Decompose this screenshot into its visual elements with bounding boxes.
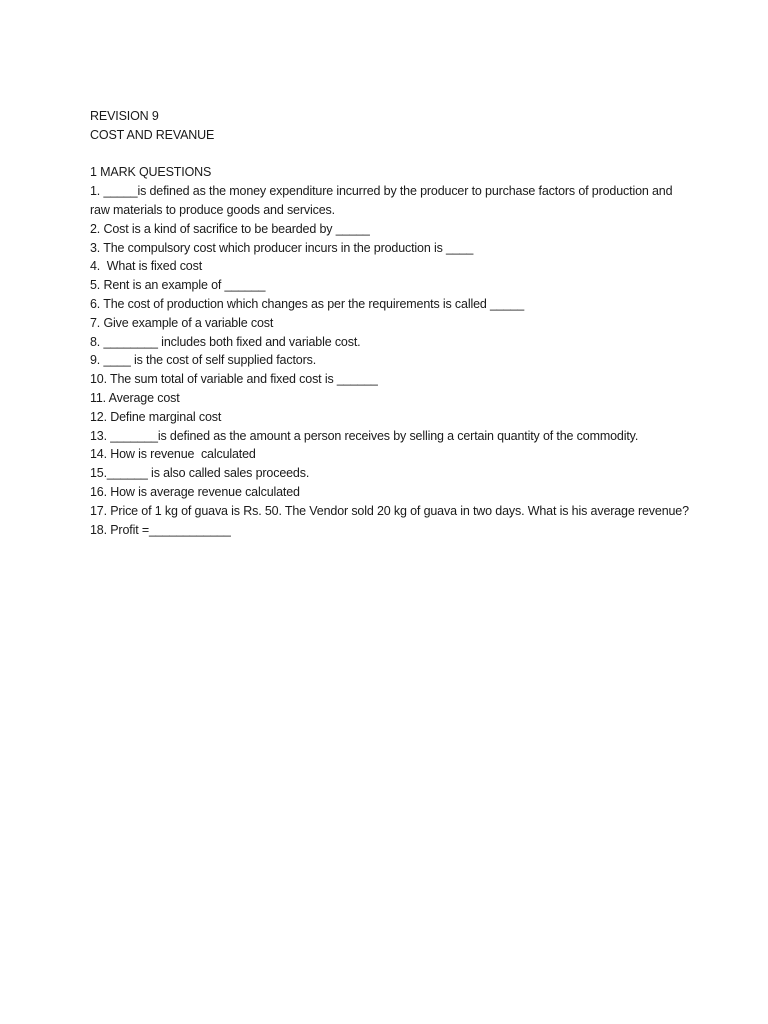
question-13: 13. _______is defined as the amount a person receives by selling a certain quantity of the commodity. [90,428,639,443]
question-9: 9. ____ is the cost of self supplied factors. [90,353,317,368]
question-2: 2. Cost is a kind of sacrifice to be bearded by _____ [90,221,370,236]
question-16: 16. How is average revenue calculated [90,484,300,499]
question-4: 4. What is fixed cost [90,259,203,274]
question-8: 8. ________ includes both fixed and variable cost. [90,334,361,349]
question-7: 7. Give example of a variable cost [90,315,274,330]
spacer [90,145,690,164]
question-14: 14. How is revenue calculated [90,447,256,462]
question-12: 12. Define marginal cost [90,409,222,424]
document-subtitle: COST AND REVANUE [90,127,215,142]
question-3: 3. The compulsory cost which producer incurs in the production is ____ [90,240,474,255]
question-15: 15.______ is also called sales proceeds. [90,466,310,481]
document-title: REVISION 9 [90,109,159,123]
question-10: 10. The sum total of variable and fixed cost is ______ [90,372,378,387]
question-1: 1. _____is defined as the money expenditure incurred by the producer to purchase factors of production and raw materials to produce goods and services. [90,184,676,217]
question-5: 5. Rent is an example of ______ [90,278,266,293]
document-body [90,107,690,539]
question-18: 18. Profit =____________ [90,522,231,537]
section-heading: 1 MARK QUESTIONS [90,165,212,180]
question-11: 11. Average cost [90,390,180,405]
question-6: 6. The cost of production which changes as per the requirements is called _____ [90,296,525,311]
question-17: 17. Price of 1 kg of guava is Rs. 50. The Vendor sold 20 kg of guava in two days. What is his average revenue? [90,503,689,518]
